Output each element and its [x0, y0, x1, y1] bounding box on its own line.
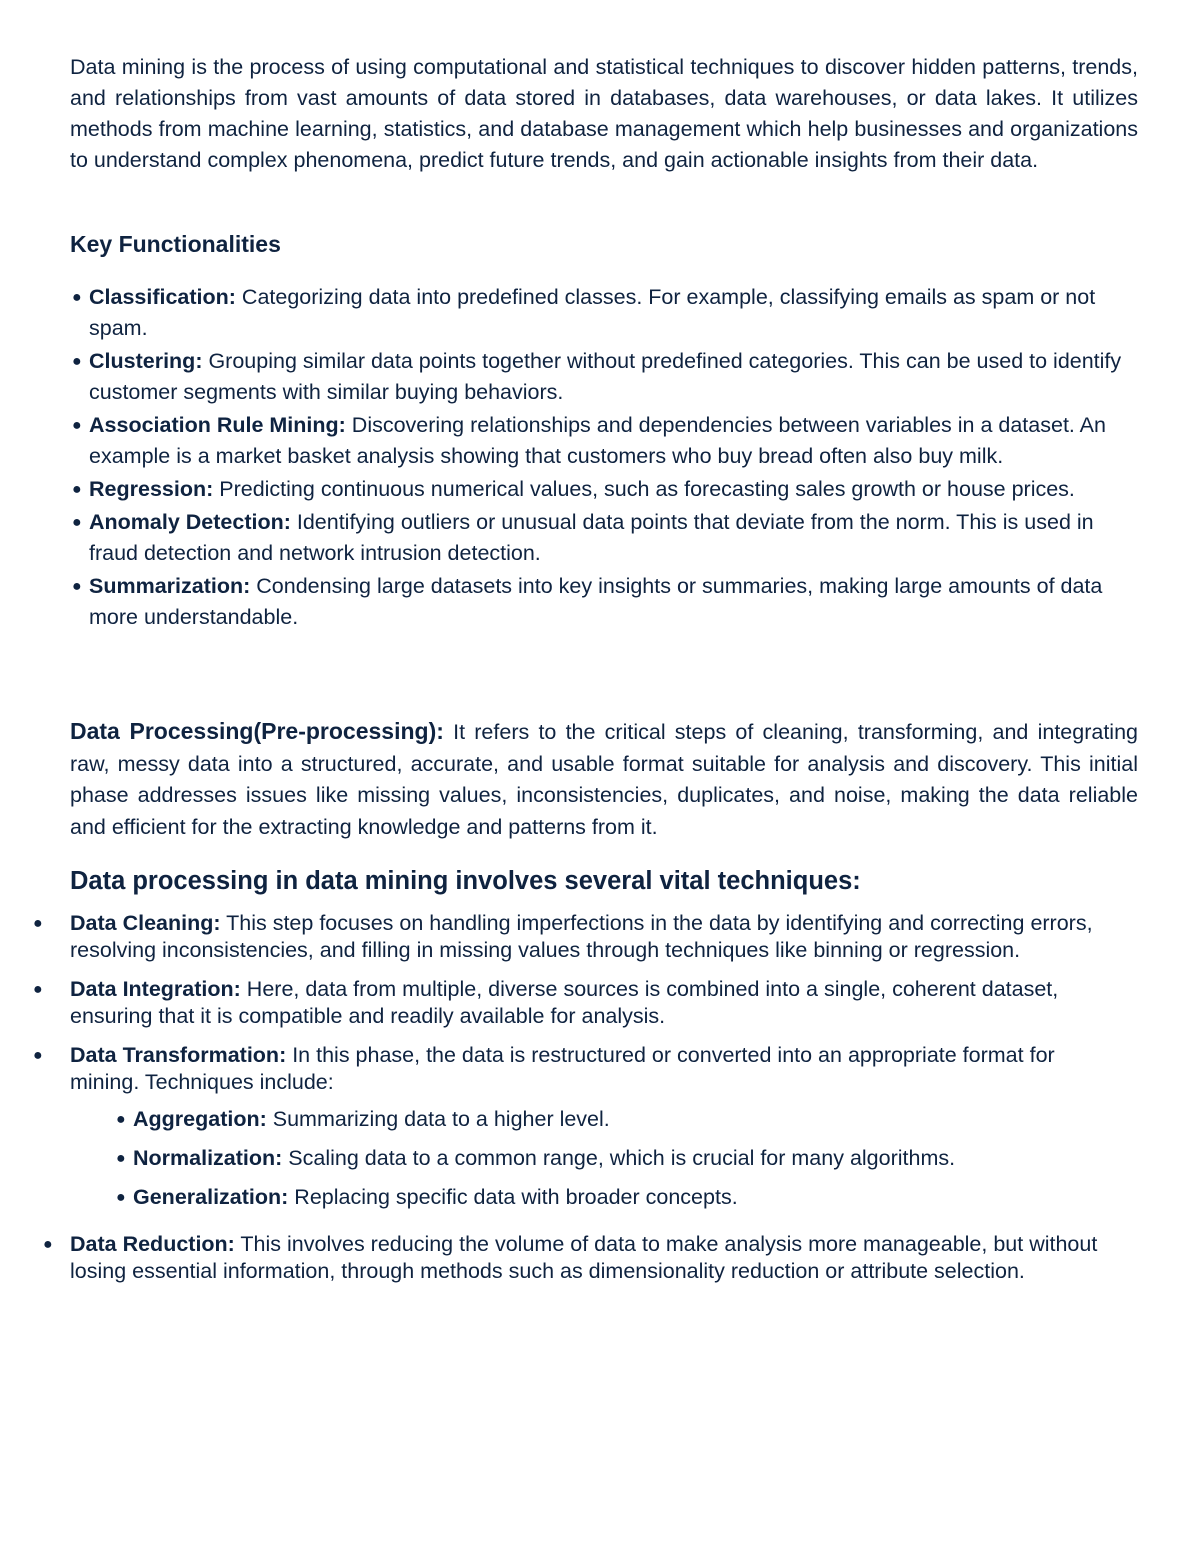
intro-paragraph: Data mining is the process of using computational and statistical techniques to discover hidden patterns, trends, and relationships from vast amounts of data stored in databases, data warehouses, or data lakes. It utilizes methods from machine learning, statistics, and database management which help businesses and organizations to understand complex phenomena, predict future trends, and gain actionable insights from their data. [70, 55, 1138, 172]
key-functionalities-list [70, 282, 1140, 635]
item-text: Replacing specific data with broader concepts. [288, 1185, 738, 1209]
bullet-icon: ● [72, 289, 82, 306]
bullet-icon: ● [116, 1111, 126, 1128]
item-text: Summarizing data to a higher level. [266, 1107, 610, 1131]
item-text: Categorizing data into predefined classes. For example, classifying emails as spam or not spam. [89, 285, 1096, 340]
sublist-item [70, 1184, 1120, 1211]
item-term: Data Transformation: [70, 1043, 287, 1067]
item-term: Association Rule Mining: [89, 413, 346, 437]
bullet-icon: ● [116, 1150, 126, 1167]
list-item [70, 346, 1140, 408]
item-term: Generalization: [133, 1185, 289, 1209]
item-text: Predicting continuous numerical values, such as forecasting sales growth or house prices. [213, 477, 1075, 501]
techniques-heading: Data processing in data mining involves several vital techniques: [70, 867, 861, 895]
item-term: Data Integration: [70, 977, 241, 1001]
list-item [70, 474, 1140, 505]
item-term: Regression: [89, 477, 214, 501]
bullet-icon: ● [72, 417, 82, 434]
list-item [70, 282, 1140, 344]
techniques-list [0, 910, 1120, 1297]
item-text: This step focuses on handling imperfections in the data by identifying and correcting errors, resolving inconsistencies, and filling in missing values through techniques like binning or regression. [70, 911, 1093, 962]
sublist-item [70, 1145, 1120, 1172]
item-text: Condensing large datasets into key insights or summaries, making large amounts of data more understandable. [89, 574, 1103, 629]
item-text: Discovering relationships and dependencies between variables in a dataset. An example is a market basket analysis showing that customers who buy bread often also buy milk. [89, 413, 1106, 468]
bullet-icon: ● [33, 915, 43, 932]
bullet-icon: ● [72, 353, 82, 370]
processing-paragraph [70, 716, 1138, 843]
item-text: Identifying outliers or unusual data points that deviate from the norm. This is used in fraud detection and network intrusion detection. [89, 510, 1094, 565]
item-text: This involves reducing the volume of data to make analysis more manageable, but without losing essential information, through methods such as dimensionality reduction or attribute selection. [70, 1232, 1098, 1283]
bullet-icon: ● [72, 481, 82, 498]
bullet-icon: ● [43, 1236, 53, 1253]
bullet-icon: ● [72, 578, 82, 595]
bullet-icon: ● [33, 1047, 43, 1064]
list-item [0, 976, 1120, 1030]
bullet-icon: ● [33, 981, 43, 998]
item-term: Anomaly Detection: [89, 510, 291, 534]
list-item [70, 571, 1140, 633]
item-text: Grouping similar data points together without predefined categories. This can be used to identify customer segments with similar buying behaviors. [89, 349, 1122, 404]
item-term: Clustering: [89, 349, 203, 373]
list-item [70, 507, 1140, 569]
item-term: Classification: [89, 285, 236, 309]
bullet-icon: ● [116, 1189, 126, 1206]
item-text: In this phase, the data is restructured or converted into an appropriate format for mining. Techniques include: [70, 1043, 1055, 1094]
processing-text: It refers to the critical steps of cleaning, transforming, and integrating raw, messy data into a structured, accurate, and usable format suitable for analysis and discovery. This initial phase addresses issues like missing values, inconsistencies, duplicates, and noise, making the data reliable and efficient for the extracting knowledge and patterns from it. [70, 720, 1138, 839]
bullet-icon: ● [72, 514, 82, 531]
list-item [0, 1042, 1120, 1211]
item-term: Data Cleaning: [70, 911, 221, 935]
transformation-sublist [70, 1106, 1120, 1211]
item-term: Normalization: [133, 1146, 283, 1170]
item-text: Here, data from multiple, diverse sources is combined into a single, coherent dataset, ensuring that it is compatible and readily available for analysis. [70, 977, 1059, 1028]
list-item [70, 410, 1140, 472]
item-term: Aggregation: [133, 1107, 267, 1131]
sublist-item [70, 1106, 1120, 1133]
item-term: Data Reduction: [70, 1232, 235, 1256]
item-term: Summarization: [89, 574, 251, 598]
item-text: Scaling data to a common range, which is crucial for many algorithms. [282, 1146, 956, 1170]
list-item [0, 910, 1120, 964]
list-item [0, 1231, 1120, 1285]
key-functionalities-heading: Key Functionalities [70, 231, 281, 257]
processing-lead: Data Processing(Pre-processing): [70, 718, 444, 744]
